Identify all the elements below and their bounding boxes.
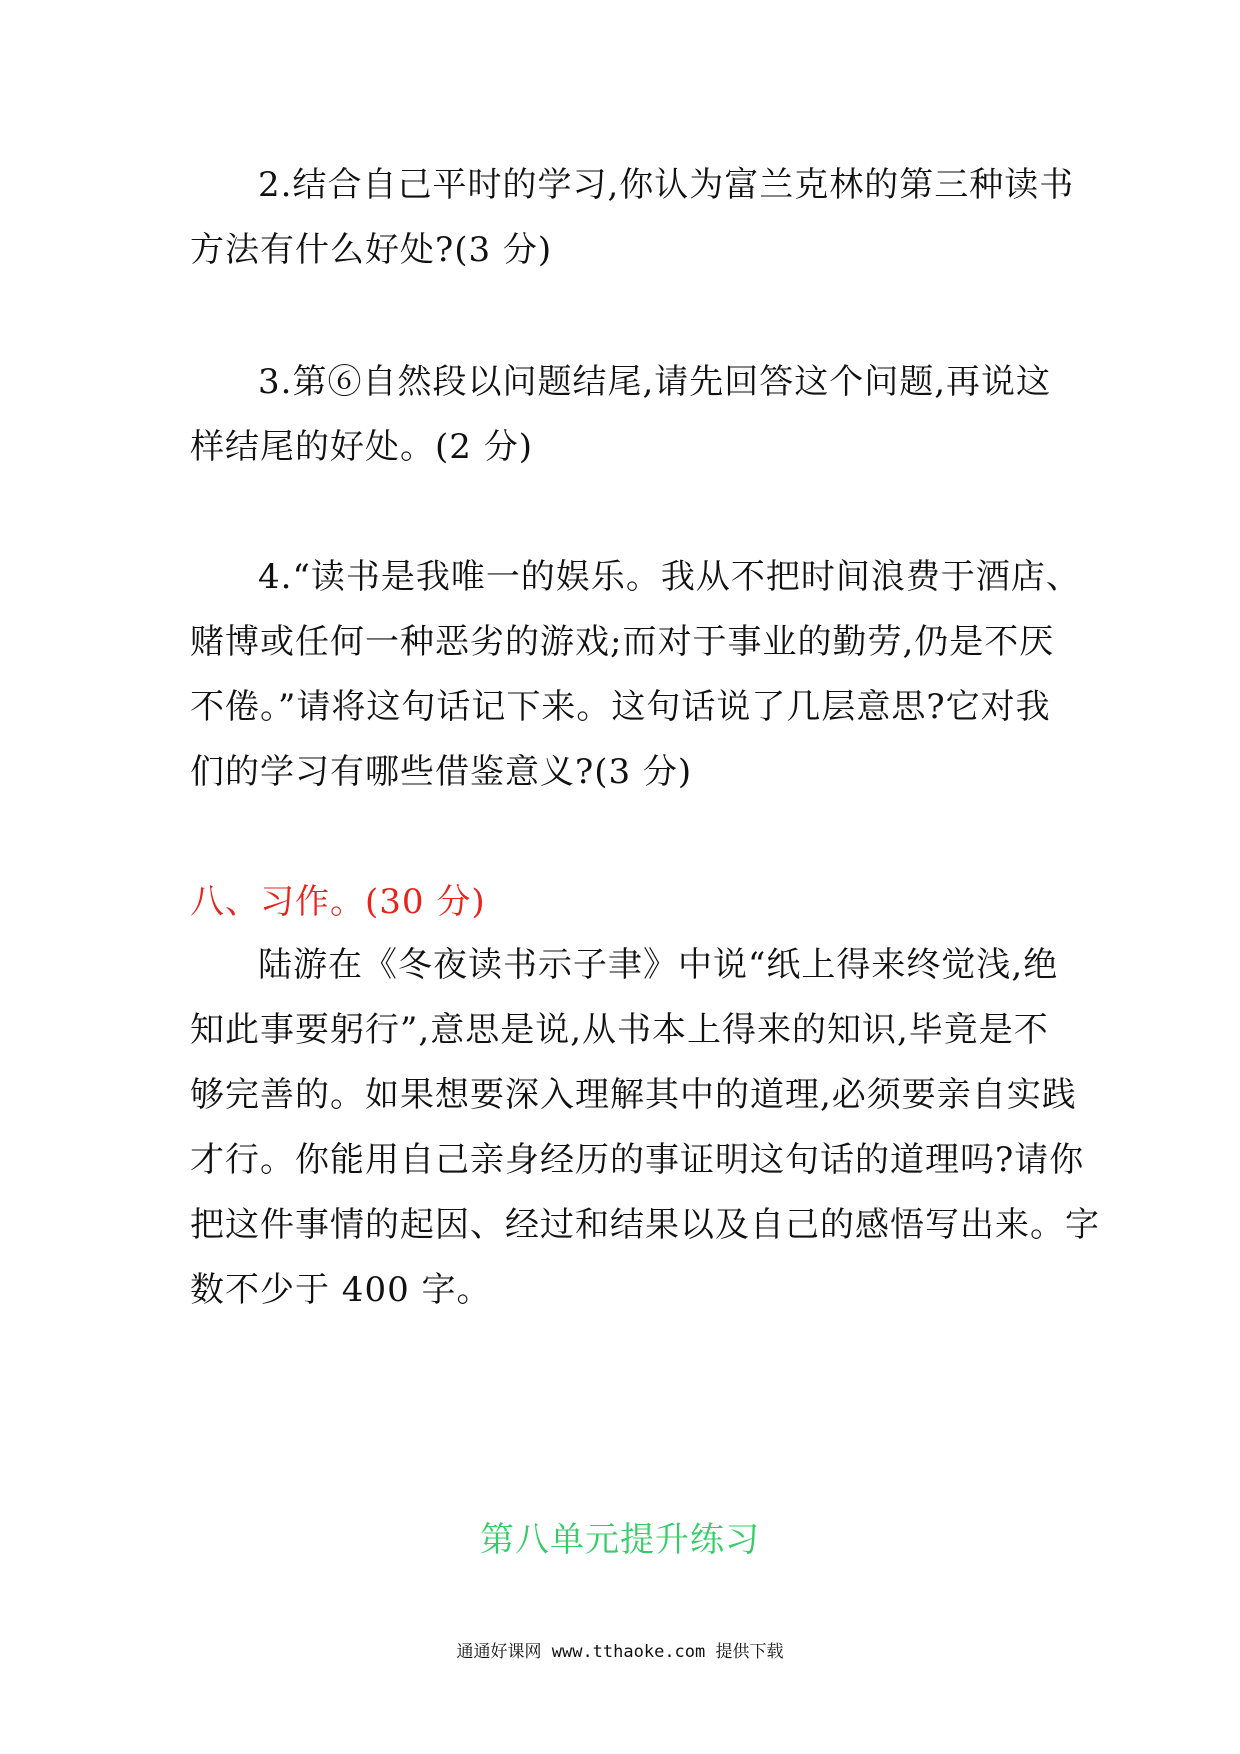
unit-title: 第八单元提升练习 [480,1520,760,1560]
essay-prompt [190,933,1100,1323]
essay-line-3: 够完善的。如果想要深入理解其中的道理,必须要亲自实践 [190,1075,1077,1115]
question-3-line-1: 3.第⑥自然段以问题结尾,请先回答这个问题,再说这 [258,362,1052,402]
question-2-line-2: 方法有什么好处?(3 分) [190,230,553,270]
question-4-line-2: 赌博或任何一种恶劣的游戏;而对于事业的勤劳,仍是不厌 [190,622,1055,662]
question-3-line-2: 样结尾的好处。(2 分) [190,427,533,467]
page-footer: 通通好课网 www.tthaoke.com 提供下载 [456,1642,784,1662]
question-2 [190,153,1075,283]
essay-line-1: 陆游在《冬夜读书示子聿》中说“纸上得来终觉浅,绝 [258,945,1059,985]
essay-line-5: 把这件事情的起因、经过和结果以及自己的感悟写出来。字 [190,1205,1100,1245]
question-4-line-3: 不倦。”请将这句话记下来。这句话说了几层意思?它对我 [190,687,1051,727]
essay-line-2: 知此事要躬行”,意思是说,从书本上得来的知识,毕竟是不 [190,1010,1049,1050]
question-4 [190,545,1081,805]
essay-line-4: 才行。你能用自己亲身经历的事证明这句话的道理吗?请你 [190,1140,1085,1180]
question-2-line-1: 2.结合自己平时的学习,你认为富兰克林的第三种读书 [258,165,1075,205]
question-3 [190,350,1070,480]
question-4-line-1: 4.“读书是我唯一的娱乐。我从不把时间浪费于酒店、 [258,557,1081,597]
section-8-heading: 八、习作。(30 分) [190,882,486,922]
question-4-line-4: 们的学习有哪些借鉴意义?(3 分) [190,752,693,792]
essay-line-6: 数不少于 400 字。 [190,1270,492,1310]
